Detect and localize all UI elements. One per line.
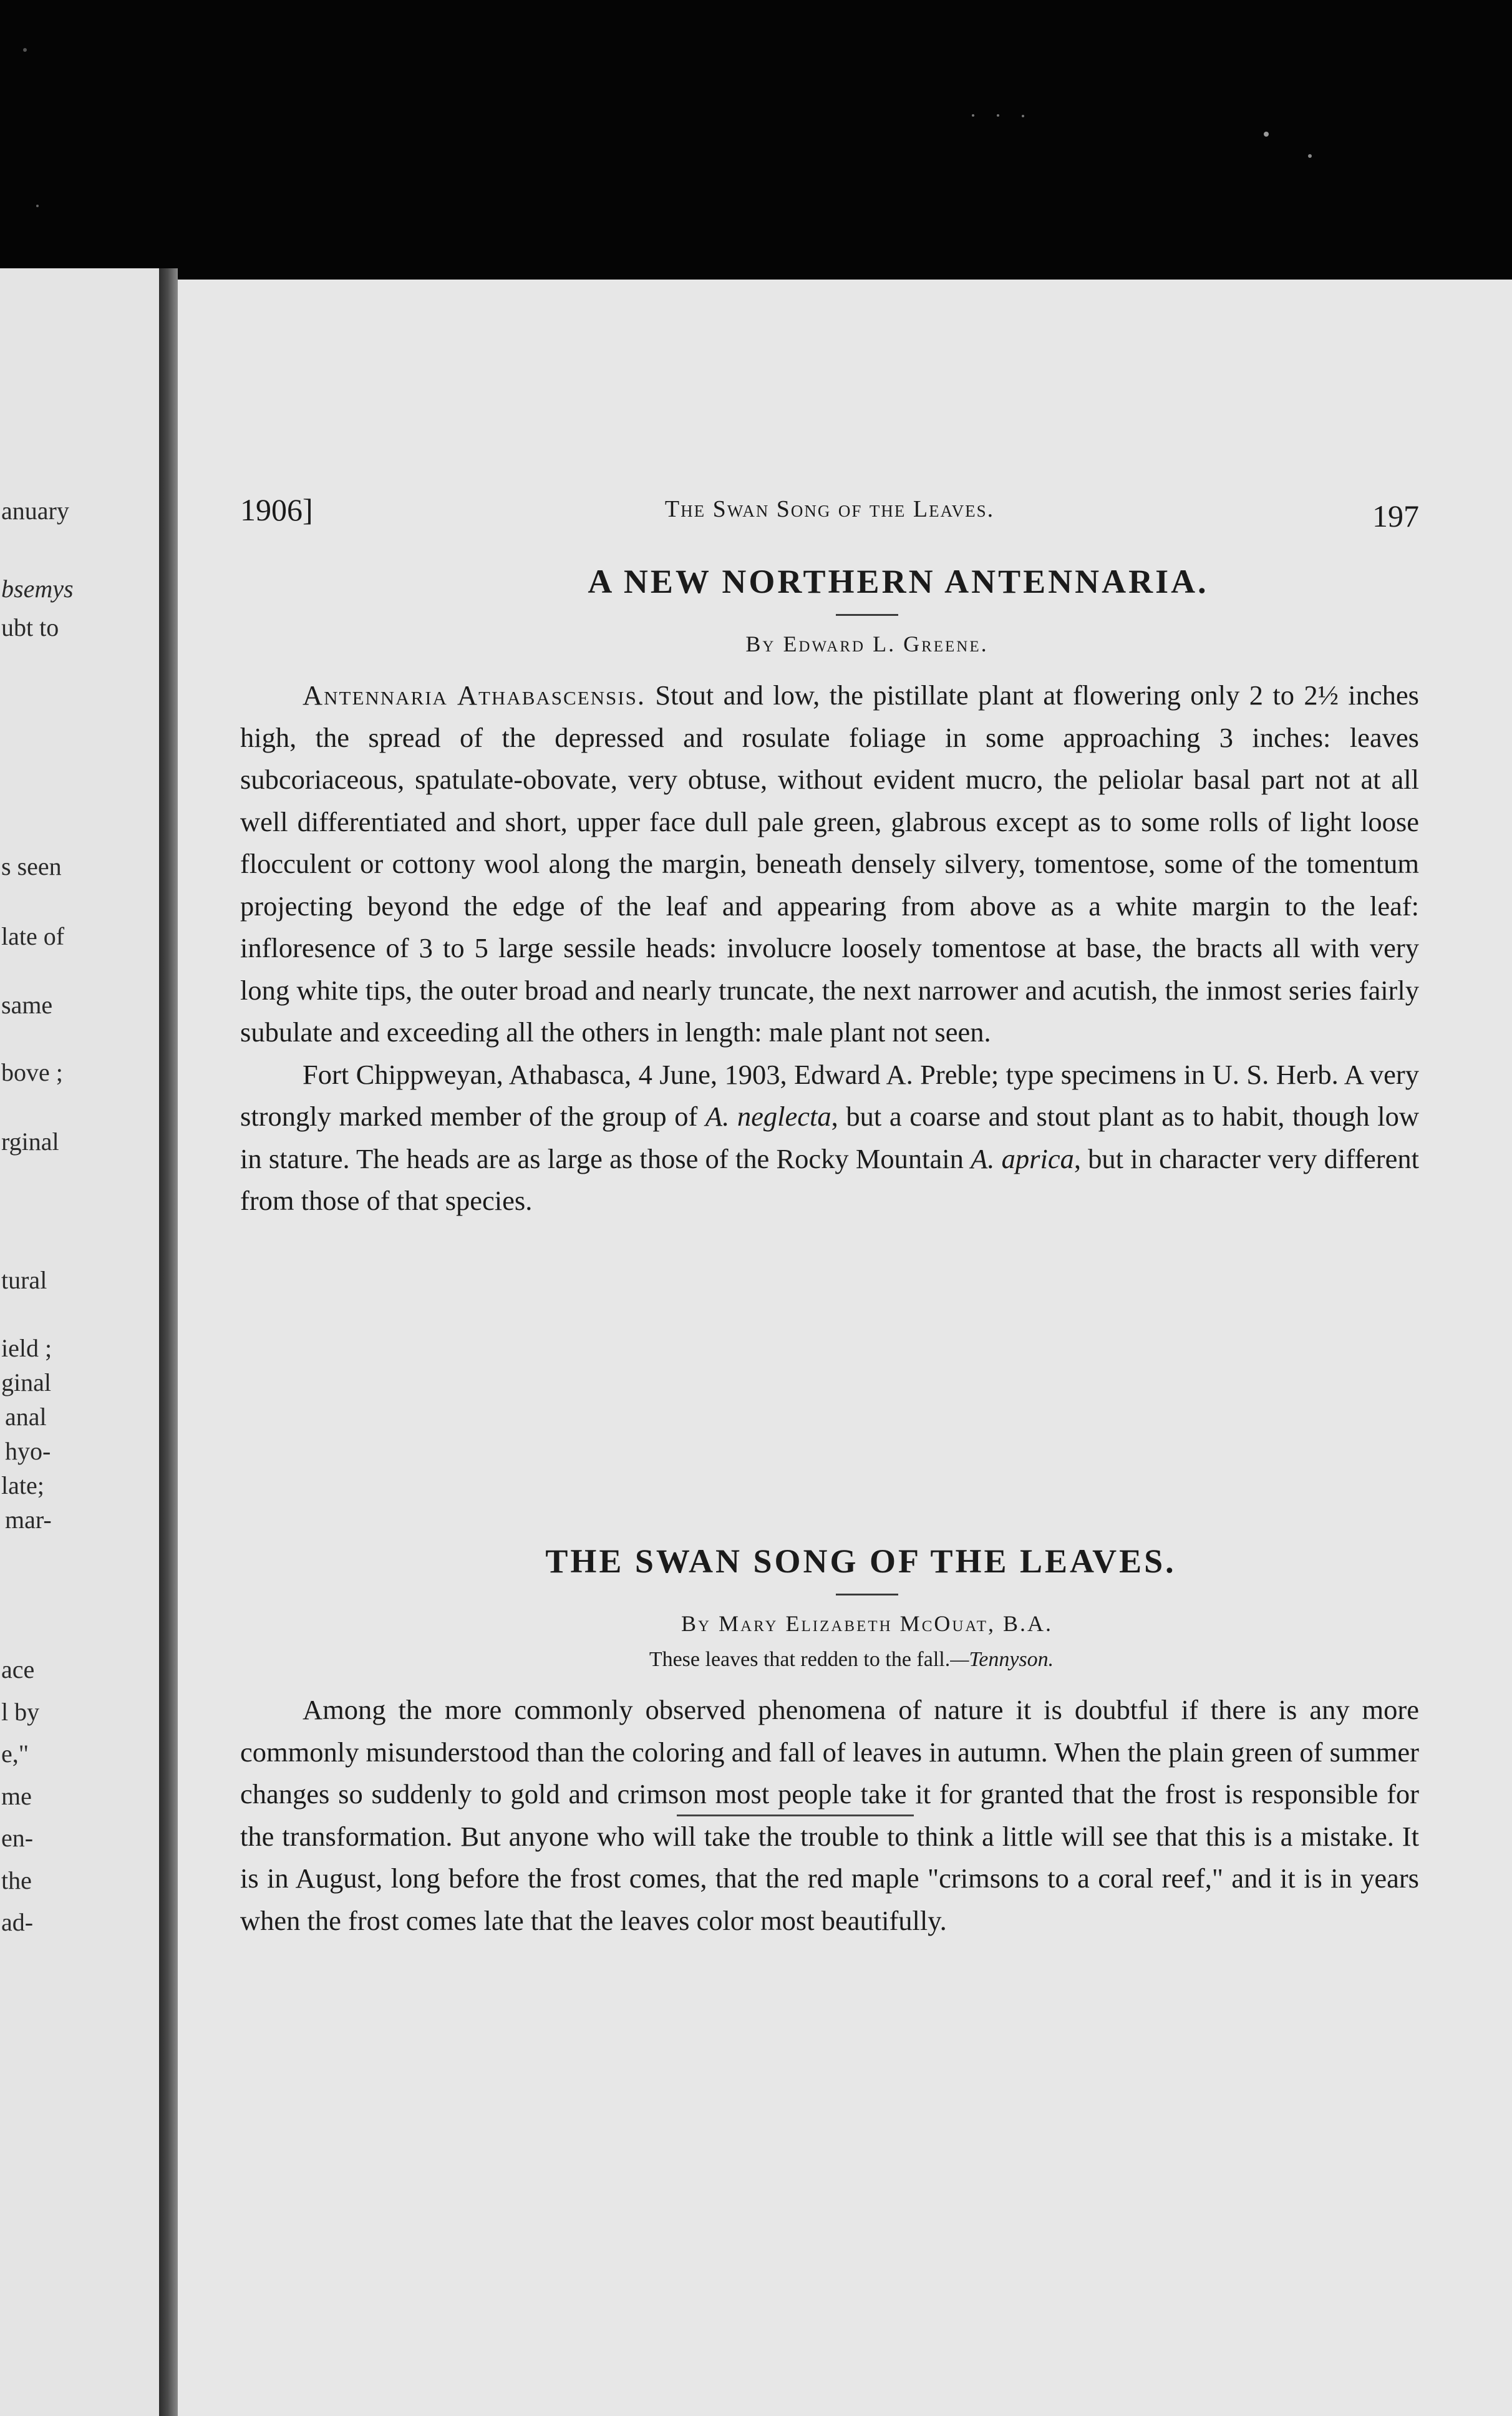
running-head-year: 1906] xyxy=(240,492,313,527)
facing-page-text xyxy=(0,268,159,2416)
book-page xyxy=(178,280,1512,2416)
article-byline: By Edward L. Greene. xyxy=(745,631,989,657)
facing-fragment: rginal xyxy=(1,1128,59,1156)
facing-fragment: the xyxy=(1,1866,32,1894)
facing-fragment: ginal xyxy=(1,1368,51,1396)
facing-fragment: ield ; xyxy=(1,1334,52,1362)
page-content xyxy=(240,280,1419,2416)
locality-paragraph xyxy=(240,1054,1419,1222)
article-title: A NEW NORTHERN ANTENNARIA. xyxy=(588,563,1209,600)
facing-page xyxy=(0,268,159,2416)
epigraph xyxy=(284,1648,1419,1672)
article-antennaria xyxy=(240,563,1419,1222)
book-gutter xyxy=(159,268,178,2416)
facing-fragment: hyo- xyxy=(5,1437,51,1465)
description-text: Stout and low, the pistillate plant at flowering only 2 to 2½ inches high, the spread of the depressed and rosulate foliage in some approaching 3 inches: leaves subcoriaceous, spatulate-obovate, very obtuse, without evident mucro, the peliolar basal part not at all well differentiated and short, upper face dull pale green, glabrous except as to some rolls of light loose flocculent or cottony wool along the margin, beneath densely silvery, tomentose, some of the tomentum projecting beyond the edge of the leaf and appearing from above as a white margin to the leaf: infloresence of 3 to 5 large sessile heads: involucre loosely tomentose at base, the bracts all with very long white tips, the outer broad and nearly truncate, the next narrower and acutish, the inmost series fairly subulate and exceeding all the others in length: male plant not seen. xyxy=(240,680,1419,1048)
running-head xyxy=(240,492,1419,535)
facing-fragment: l by xyxy=(1,1698,40,1726)
scan-margin xyxy=(0,0,1512,268)
facing-fragment: anuary xyxy=(1,497,69,525)
facing-fragment: ace xyxy=(1,1655,35,1683)
page-number: 197 xyxy=(1372,499,1419,533)
text-run: , but in character very different from those of that species. xyxy=(240,1142,1419,1217)
text-run: , but a coarse and stout plant as to habit, though low in stature. The heads are as large as those of the Rocky Mountain xyxy=(240,1101,1419,1174)
epigraph-quote: These leaves that redden to the fall. xyxy=(649,1648,951,1672)
species-reference: A. neglecta xyxy=(705,1101,831,1132)
description-paragraph xyxy=(240,675,1419,1054)
facing-fragment: ad- xyxy=(1,1908,34,1936)
facing-fragment: bove ; xyxy=(1,1058,63,1086)
facing-fragment: anal xyxy=(5,1403,47,1431)
title-rule xyxy=(836,1594,898,1595)
epigraph-author: —Tennyson. xyxy=(950,1648,1054,1672)
scan-specks xyxy=(0,0,1512,268)
species-reference: A. aprica xyxy=(971,1142,1074,1174)
body-paragraph: Among the more commonly observed phenomena of nature it is doubtful if there is any more commonly misunderstood than the coloring and fall of leaves in autumn. When the plain green of summer changes so suddenly to gold and crimson most people take it for granted that the frost is responsible for the transformation. But anyone who will take the trouble to think a little will see that this is a mistake. It is in August, long before the frost comes, that the red maple "crimsons to a coral reef," and it is in years when the frost comes late that the leaves color most beautifully. xyxy=(240,1694,1419,1936)
running-head-title: The Swan Song of the Leaves. xyxy=(664,496,995,522)
title-rule xyxy=(836,614,898,616)
species-name: Antennaria Athabascensis. xyxy=(303,680,646,711)
facing-fragment: bsemys xyxy=(1,575,74,603)
article-byline: By Mary Elizabeth McOuat, B.A. xyxy=(681,1611,1053,1637)
article-title: THE SWAN SONG OF THE LEAVES. xyxy=(545,1542,1176,1580)
text-run: Fort Chippweyan, Athabasca, 4 June, 1903, Edward A. Preble; type specimens in U. S. Herb. A very strongly marked member of the group of xyxy=(240,1058,1419,1132)
facing-fragment: same xyxy=(1,991,53,1019)
facing-fragment: ubt to xyxy=(1,613,59,641)
facing-fragment: late; xyxy=(1,1471,44,1499)
facing-fragment: mar- xyxy=(5,1506,52,1534)
facing-fragment: en- xyxy=(1,1824,34,1852)
facing-fragment: tural xyxy=(1,1266,47,1294)
facing-fragment: s seen xyxy=(1,852,62,880)
facing-fragment: me xyxy=(1,1782,32,1810)
facing-fragment: late of xyxy=(1,922,65,950)
facing-fragment: e," xyxy=(1,1740,29,1768)
article-swan-song xyxy=(240,1543,1419,1942)
